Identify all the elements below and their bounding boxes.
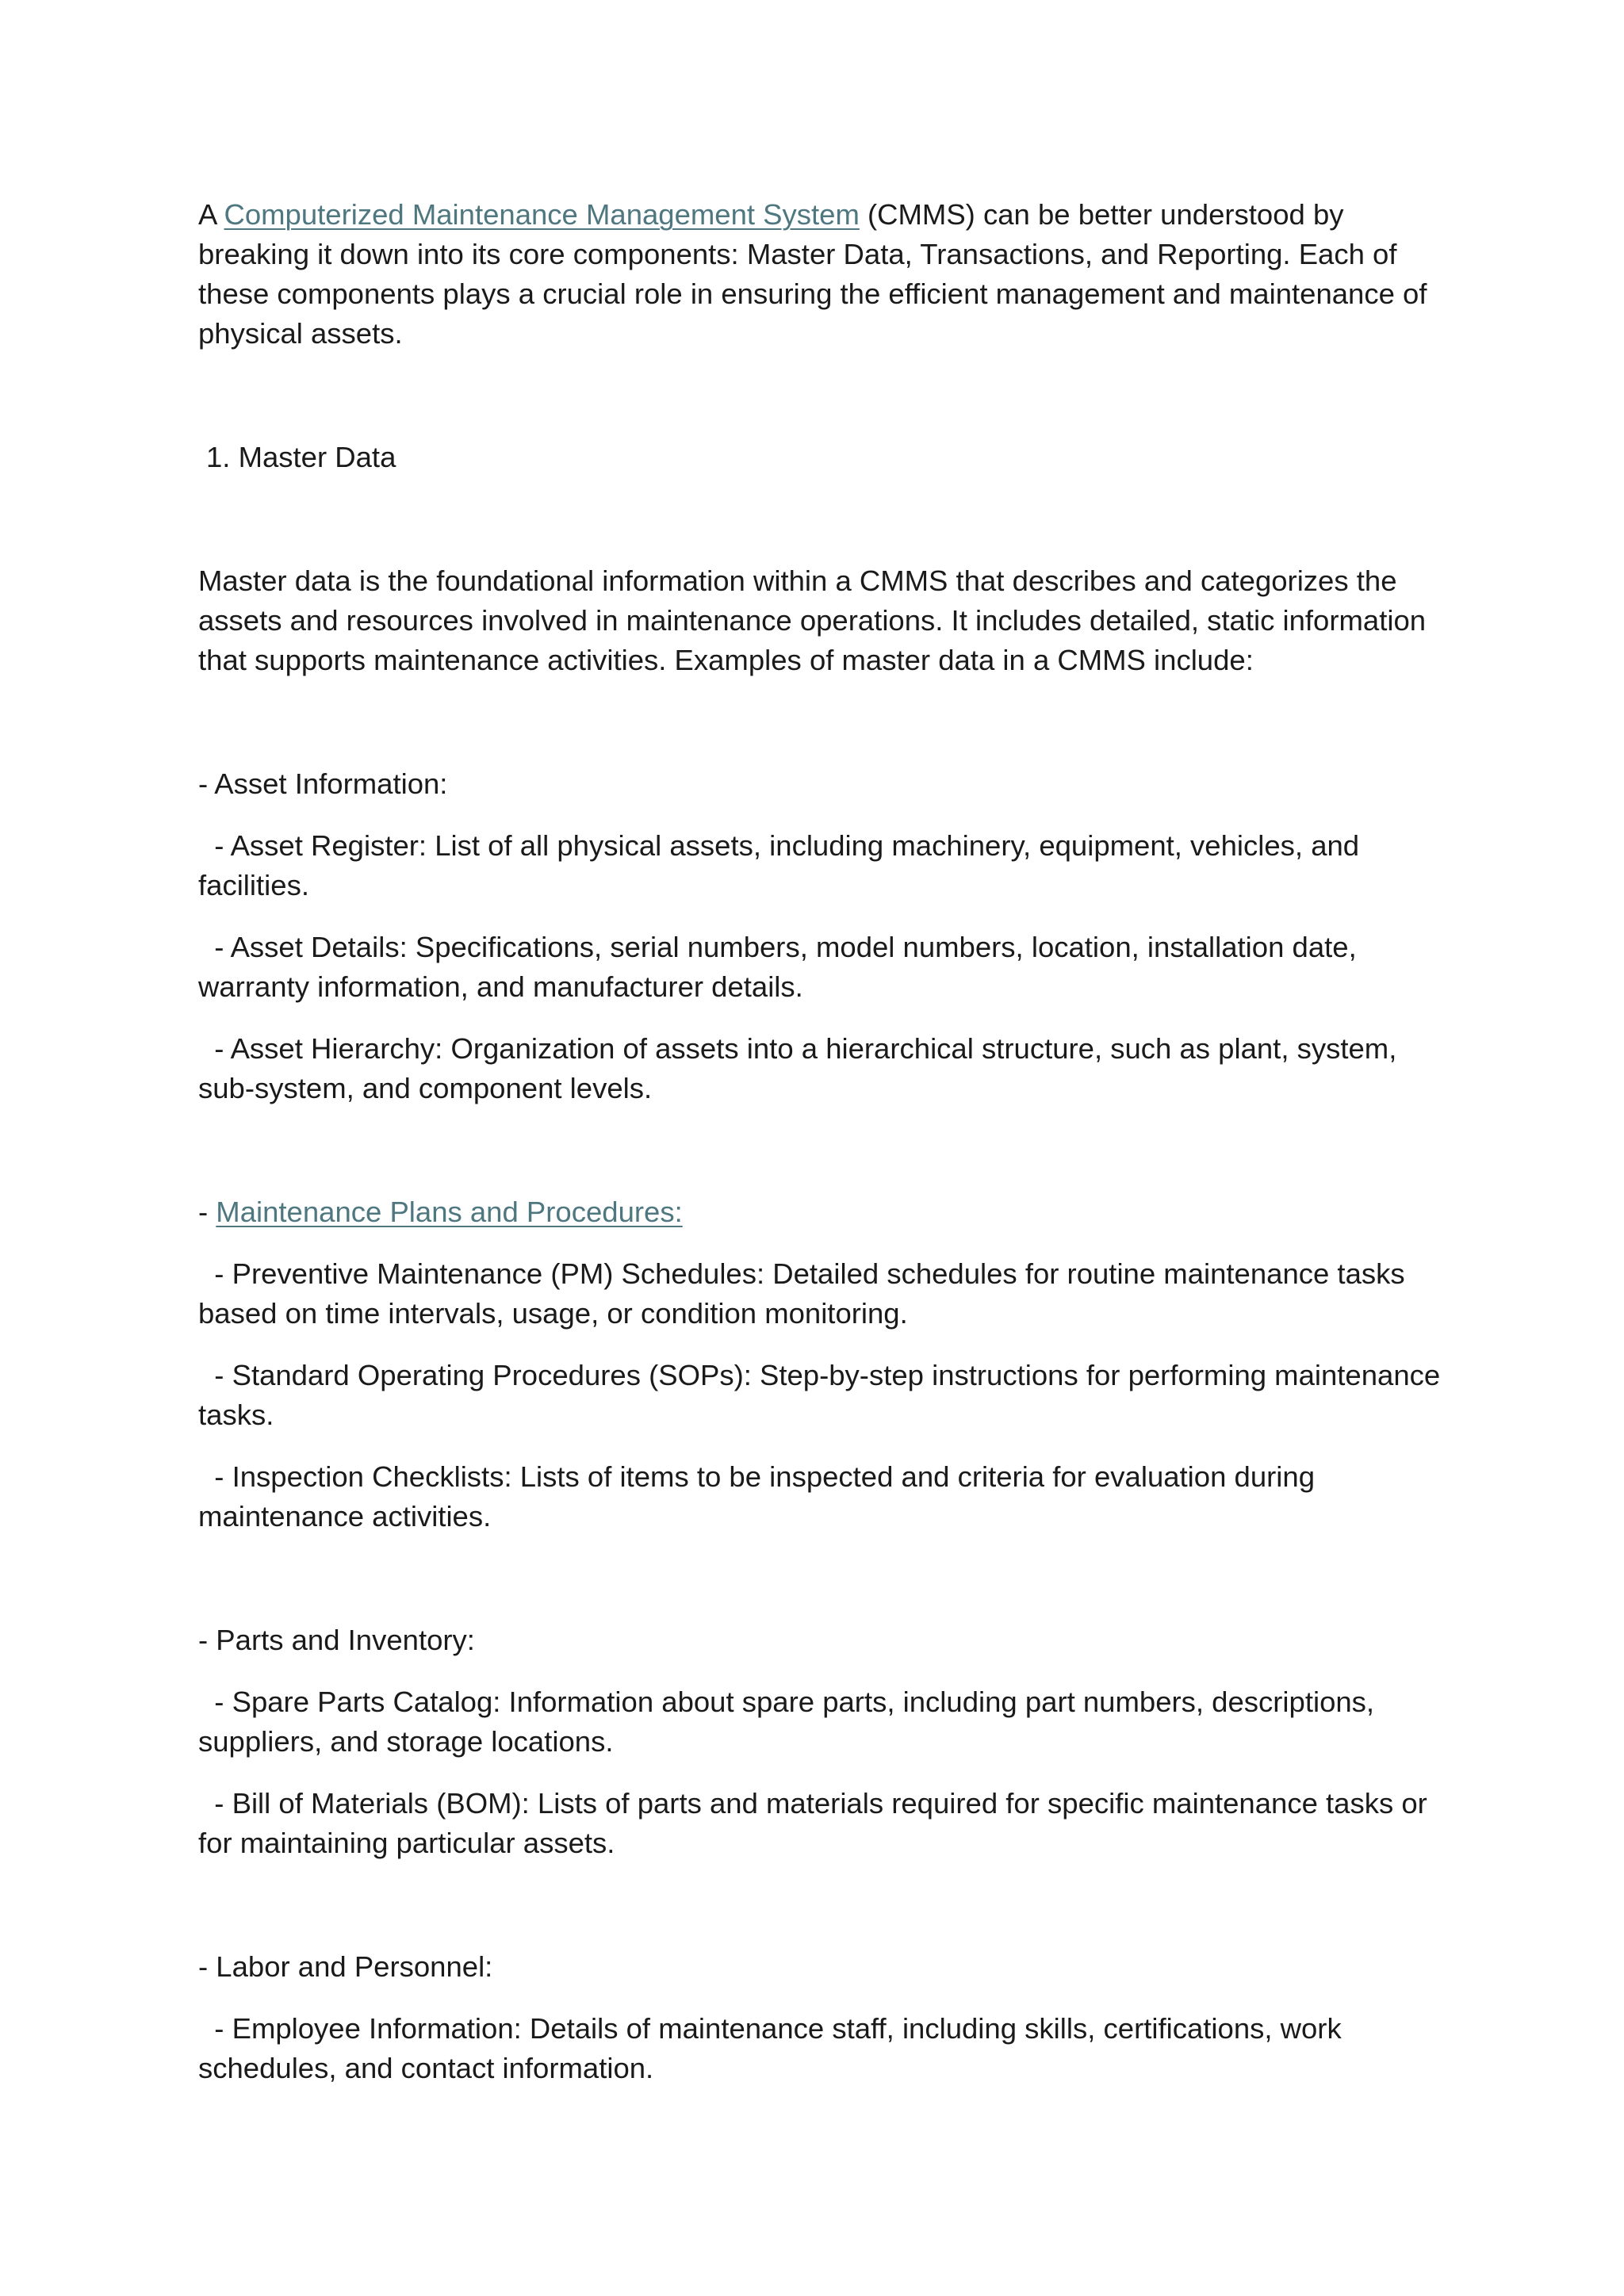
list-item: - Preventive Maintenance (PM) Schedules: Detailed schedules for routine maintenance tasks based on time intervals, usage, or condition monitoring. <box>198 1257 1413 1330</box>
intro-paragraph <box>198 195 1451 354</box>
list-item: - Bill of Materials (BOM): Lists of parts and materials required for specific maintenance tasks or for maintaining particular assets. <box>198 1787 1435 1859</box>
list-item: - Spare Parts Catalog: Information about spare parts, including part numbers, descriptions, suppliers, and storage locations. <box>198 1686 1383 1758</box>
list-item: - Asset Register: List of all physical assets, including machinery, equipment, vehicles, and facilities. <box>198 829 1368 901</box>
group-title-maintenance-plans <box>198 1192 1451 1232</box>
group-title-asset-information: - Asset Information: <box>198 767 448 800</box>
group-title-labor-personnel: - Labor and Personnel: <box>198 1950 493 1983</box>
intro-suffix: (CMMS) can be better understood by breaking it down into its core components: Master Data, Transactions, and Reporting. Each of these components plays a crucial role in ensuring the efficient management and maintenance of physical assets. <box>198 198 1427 350</box>
document-page <box>198 195 1451 2110</box>
intro-prefix: A <box>198 198 224 231</box>
group-title-parts-inventory: - Parts and Inventory: <box>198 1624 475 1656</box>
list-item: - Asset Details: Specifications, serial numbers, model numbers, location, installation date, warranty information, and manufacturer details. <box>198 931 1365 1003</box>
maintenance-plans-link[interactable]: Maintenance Plans and Procedures: <box>216 1196 683 1228</box>
master-data-paragraph: Master data is the foundational information within a CMMS that describes and categorizes the assets and resources involved in maintenance operations. It includes detailed, static information that supports maintenance activities. Examples of master data in a CMMS include: <box>198 564 1427 676</box>
section-heading-master-data: 1. Master Data <box>206 441 396 473</box>
group-title-prefix: - <box>198 1196 216 1228</box>
list-item: - Inspection Checklists: Lists of items to be inspected and criteria for evaluation during maintenance activities. <box>198 1460 1323 1533</box>
list-item: - Employee Information: Details of maintenance staff, including skills, certifications, work schedules, and contact information. <box>198 2012 1350 2084</box>
cmms-link[interactable]: Computerized Maintenance Management System <box>224 198 860 231</box>
list-item: - Standard Operating Procedures (SOPs): Step-by-step instructions for performing maintenance tasks. <box>198 1359 1449 1431</box>
list-item: - Asset Hierarchy: Organization of assets into a hierarchical structure, such as plant, system, sub-system, and component levels. <box>198 1032 1405 1104</box>
